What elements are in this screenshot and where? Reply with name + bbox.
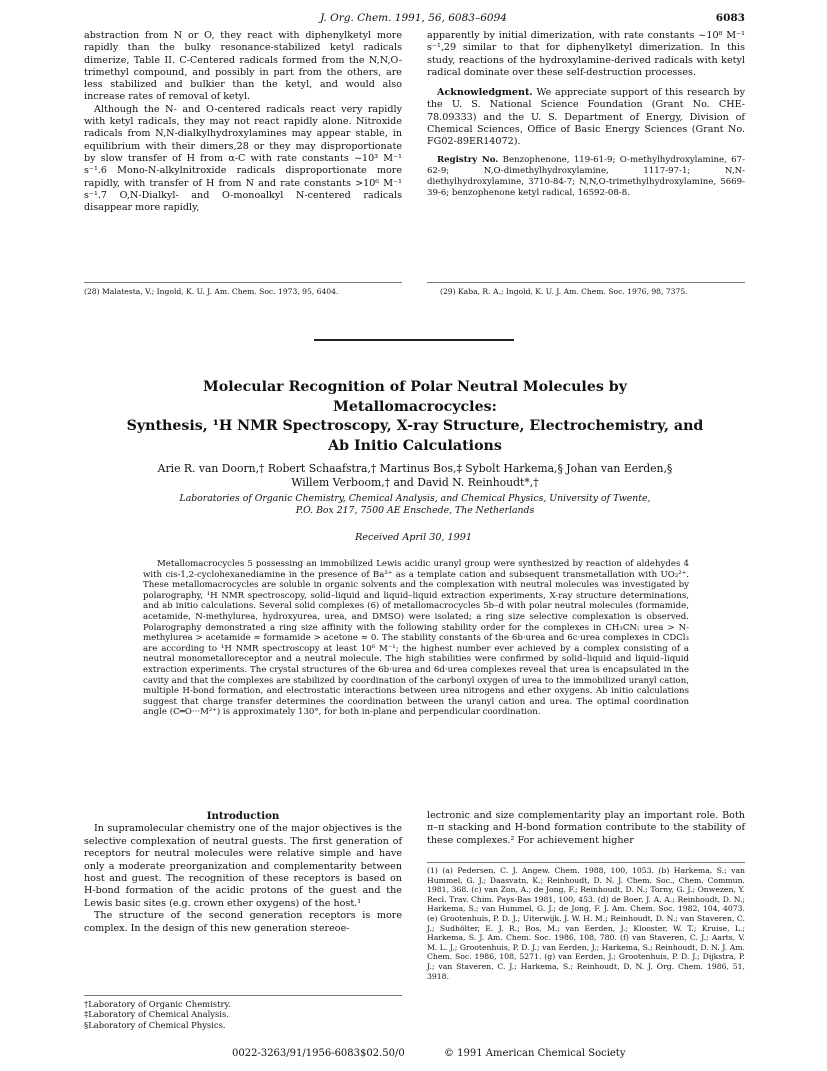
footnote-divider <box>427 862 745 863</box>
affil-footnote: †Laboratory of Organic Chemistry. <box>84 999 231 1009</box>
abstract <box>143 559 689 718</box>
acknowledgment-text: We appreciate support of this research by the U. S. National Science Foundation (Grant No. CHE-78.09333) and the U. S. Department of Energy, Division of Chemical Sciences, Office of Basic Energy Sciences (Grant No. FG02-89ER14072). <box>427 87 745 148</box>
intro-right-column <box>427 810 745 847</box>
title-line: Molecular Recognition of Polar Neutral Molecules by Metallomacrocycles: <box>203 379 627 415</box>
prev-paragraph: Although the N- and O-centered radicals react very rapidly with ketyl radicals, they may not react rapidly alone. Nitroxide radicals from N,N-dialkylhydroxylamines may appear stable, in equilibrium with their dimers,28 or they may disproportionate by slow transfer of H from α-C with rate constants ~10³ M⁻¹ s⁻¹.6 Mono-N-alkylnitroxide radicals disproportionate more rapidly, with transfer of H from N and rate constants >10⁶ M⁻¹ s⁻¹.7 O,N-Dialkyl- and O-monoalkyl N-centered radicals disappear more rapidly, <box>84 103 402 214</box>
footnote-28: (28) Malatesta, V.; Ingold, K. U. J. Am. Chem. Soc. 1973, 95, 6404. <box>84 287 339 296</box>
authors-line: Arie R. van Doorn,† Robert Schaafstra,† Martinus Bos,‡ Sybolt Harkema,§ Johan van Eerden,§ <box>157 462 673 475</box>
footnote-divider <box>84 282 402 283</box>
affil-footnote: ‡Laboratory of Chemical Analysis. <box>84 1009 229 1020</box>
prev-paragraph: apparently by initial dimerization, with rate constants ~10⁸ M⁻¹ s⁻¹,29 similar to that for diphenylketyl dimerization. In this study, reactions of the hydroxylamine-derived radicals with ketyl radical dominate over these self-destruction processes. <box>427 30 745 78</box>
footnote-29: (29) Kaba, R. A.; Ingold, K. U. J. Am. Chem. Soc. 1976, 98, 7375. <box>440 287 688 296</box>
prev-article-left-column <box>84 30 402 214</box>
affiliation-footnotes <box>84 999 402 1030</box>
acknowledgment-label: Acknowledgment. <box>437 87 533 99</box>
prev-paragraph: abstraction from N or O, they react with diphenylketyl more rapidly than the bulky resonance-stabilized ketyl radicals dimerize, Table II. C-Centered radicals formed from the N,N,O-trimethyl compound, and possibly in part from the others, are less stabilized and bulkier than the ketyl, and would also increase rates of removal of ketyl. <box>84 30 402 103</box>
title-line: Ab Initio Calculations <box>328 437 502 454</box>
running-head <box>0 8 827 28</box>
section-heading-introduction: Introduction <box>206 810 280 822</box>
page-number: 6083 <box>715 12 745 24</box>
authors-line: Willem Verboom,† and David N. Reinhoudt*,† <box>291 476 539 489</box>
prev-article-right-column <box>427 30 745 199</box>
title-line: Synthesis, ¹H NMR Spectroscopy, X-ray Structure, Electrochemistry, and <box>126 418 704 434</box>
footnote-divider <box>427 282 745 283</box>
article-separator <box>314 339 514 341</box>
copyright: © 1991 American Chemical Society <box>444 1048 626 1059</box>
affiliation <box>130 493 700 517</box>
affiliation-line: Laboratories of Organic Chemistry, Chemical Analysis, and Chemical Physics, University of Twente, <box>179 493 651 504</box>
article-code: 0022-3263/91/1956-6083$02.50/0 <box>232 1048 405 1059</box>
affiliation-line: P.O. Box 217, 7500 AE Enschede, The Netherlands <box>295 505 535 516</box>
acknowledgment <box>427 87 745 148</box>
intro-paragraph: The structure of the second generation receptors is more complex. In the design of this new generation stereoe- <box>84 910 402 934</box>
received-date: Received April 30, 1991 <box>355 532 472 543</box>
affil-footnote: §Laboratory of Chemical Physics. <box>84 1019 226 1030</box>
registry-numbers <box>427 155 745 199</box>
abstract-text: Metallomacrocycles 5 possessing an immobilized Lewis acidic uranyl group were synthesized by reaction of aldehydes 4 with cis-1,2-cyclohexanediamine in the presence of Ba²⁺ as a template cation and subsequent transmetallation with UO₂²⁺. These metallomacrocycles are soluble in organic solvents and the complexation with neutral molecules was investigated by polarography, ¹H NMR spectroscopy, solid–liquid and liquid–liquid extraction experiments, X-ray structure determinations, and ab initio calculations. Several solid complexes (6) of metallomacrocycles 5b–d with polar neutral molecules (formamide, acetamide, N-methylurea, hydroxyurea, urea, and DMSO) were isolated; a ring size selective complexation is observed. Polarography demonstrated a ring size affinity with the following stability order for the complexes in CH₃CN: urea > N-methylurea > acetamide ≈ formamide > acetone ≈ 0. The stability constants of the 6b·urea and 6c·urea complexes in CDCl₃ are according to ¹H NMR spectroscopy at least 10⁶ M⁻¹; the highest number ever achieved by a complex consisting of a neutral monometalloreceptor and a neutral molecule. The high stabilities were confirmed by solid–liquid and liquid–liquid extraction experiments. The crystal structures of the 6b·urea and 6d·urea complexes reveal that urea is encapsulated in the cavity and that the complexes are stabilized by coordination of the carbonyl oxygen of urea to the immobilized uranyl cation, multiple H-bond formation, and electrostatic interactions between urea nitrogens and ether oxygens. Ab initio calculations suggest that charge transfer determines the coordination between the uranyl cation and urea. The optimal coordination angle (C═O···M²⁺) is approximately 130°, for both in-plane and perpendicular coordination. <box>143 559 689 718</box>
intro-paragraph: In supramolecular chemistry one of the major objectives is the selective complexation of neutral guests. The first generation of receptors for neutral molecules were relative simple and have only a moderate preorganization and complementarity between host and guest. The recognition of these receptors is based on H-bond formation of the acidic protons of the guest and the Lewis basic sites (e.g. crown ether oxygens) of the host.¹ <box>84 823 402 909</box>
reference-1: (1) (a) Pedersen, C. J. Angew. Chem. 1988, 100, 1053. (b) Harkema, S.; van Hummel, G. J.; Daasvatn, K.; Reinhoudt, D. N. J. Chem. Soc., Chem. Commun. 1981, 368. (c) van Zon, A.; de Jong, F.; Reinhoudt, D. N.; Torny, G. J.; Onwezen, Y. Recl. Trav. Chim. Pays-Bas 1981, 100, 453. (d) de Boer, J. A. A.; Reinhoudt, D. N.; Harkema, S.; van Hummel, G. J.; de Jong, F. J. Am. Chem. Soc. 1982, 104, 4073. (e) Grootenhuis, P. D. J.; Uiterwijk, J. W. H. M.; Reinhoudt, D. N.; van Staveren, C. J.; Sudhölter, E. J. R.; Bos, M.; van Eerden, J.; Klooster, W. T.; Kruise, L.; Harkema, S. J. Am. Chem. Soc. 1986, 108, 780. (f) van Staveren, C. J.; Aarts, V. M. L. J.; Grootenhuis, P. D. J.; van Eerden, J.; Harkema, S.; Reinhoudt, D. N. J. Am. Chem. Soc. 1986, 108, 5271. (g) van Eerden, J.; Grootenhuis, P. D. J.; Dijkstra, P. J.; van Staveren, C. J.; Harkema, S.; Reinhoudt, D. N. J. Org. Chem. 1986, 51, 3918. <box>427 866 745 981</box>
author-list <box>110 462 720 490</box>
article-title <box>120 378 710 456</box>
intro-paragraph: lectronic and size complementarity play an important role. Both π–π stacking and H-bond formation contribute to the stability of these complexes.² For achievement higher <box>427 810 745 846</box>
intro-left-column <box>84 810 402 935</box>
registry-text: Benzophenone, 119-61-9; O-methylhydroxylamine, 67-62-9; N,O-dimethylhydroxylamine, 1117-97-1; N,N-diethylhydroxylamine, 3710-84-7; N,N,O-trimethylhydroxylamine, 5669-39-6; benzophenone ketyl radical, 16592-08-8. <box>427 154 745 198</box>
registry-label: Registry No. <box>437 154 499 165</box>
journal-citation: J. Org. Chem. 1991, 56, 6083–6094 <box>320 12 507 24</box>
footnote-divider <box>84 995 402 996</box>
